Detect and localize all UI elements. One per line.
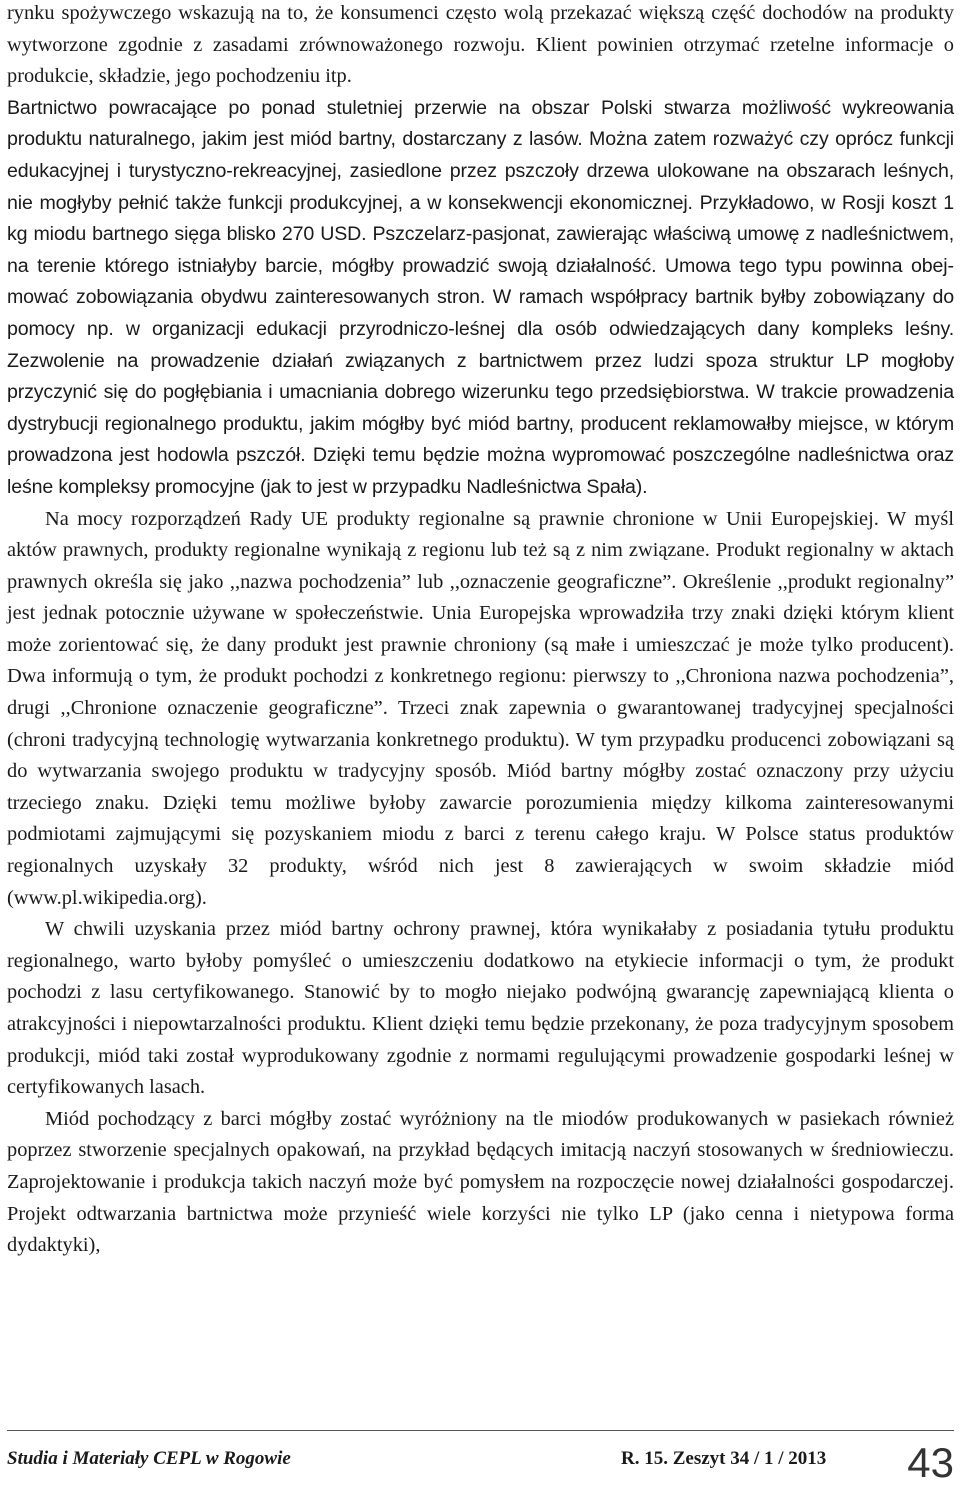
paragraph-regional-products: Na mocy rozporządzeń Rady UE produkty regionalne są prawnie chronione w Unii Europejskiej. W myśl aktów prawnych, produkty regionalne wynikają z regionu lub też są z nim związane. Produkt regionalny w aktach prawnych określa się jako ,,nazwa pochodzenia” lub ,,oznaczenie geograficzne”. Określenie ,,produkt regionalny” jest jednak potocznie używane w społeczeństwie. Unia Europejska wprowadziła trzy znaki dzięki którym klient może zorientować się, że dany produkt jest prawnie chroniony (są małe i umieszczać je może tylko producent). Dwa informują o tym, że produkt pochodzi z konkretnego regionu: pierwszy to ,,Chroniona nazwa pochodzenia”, drugi ,,Chronione oznaczenie geograficzne”. Trzeci znak zapewnia o gwarantowanej tradycyjnej specjalności (chroni tradycyjną technologię wytwarzania konkretnego produktu). W tym przypadku producenci zobowiązani są do wytwarzania swojego produktu w tradycyjny sposób. Miód bartny mógłby zostać oznaczony przy użyciu trzeciego znaku. Dzięki temu możliwe byłoby zawarcie porozumienia między kilkoma zainteresowanymi podmiotami zajmującymi się pozyskaniem miodu z barci z terenu całego kraju. W Polsce status produktów regionalnych uzyskały 32 produkty, wśród nich jest 8 zawierających w swoim składzie miód (www.pl.wikipedia.org). [7,507,954,909]
paragraph-consumers: rynku spożywczego wskazują na to, że konsumenci często wolą przekazać większą część dochodów na produkty wytworzone zgodnie z zasadami zrównoważonego rozwoju. Klient powinien otrzymać rzetelne informacje o produkcie, składzie, jego pochodzeniu itp. [7,2,954,88]
footer-issue: R. 15. Zeszyt 34 / 1 / 2013 [621,1448,827,1469]
page-body [7,0,954,1262]
paragraph-legal-protection: W chwili uzyskania przez miód bartny ochrony prawnej, która wynikałaby z posiadania tytułu produktu regionalnego, warto byłoby pomyśleć o umieszczeniu dodatkowo na etykiecie informacji o tym, że produkt pochodzi z lasu certyfikowanego. Stanowić by to mogło niejako podwójną gwarancję zapewniającą klienta o atrakcyjności i niepowtarzalności produktu. Klient dzięki temu będzie przekonany, że poza tradycyjnym sposobem produkcji, miód taki został wyprodukowany zgodnie z normami regulującymi prowadzenie gospodarki leśnej w certyfikowanych lasach. [7,918,954,1099]
paragraph-packaging: Miód pochodzący z barci mógłby zostać wyróżniony na tle miodów produkowanych w pasiekach również poprzez stworzenie specjalnych opakowań, na przykład będących imitacją naczyń stosowanych w średniowieczu. Zaprojektowanie i produkcja takich naczyń może być pomysłem na rozpoczęcie nowej działalności gospodarczej. Projekt odtwarzania bartnictwa może przynieść wiele korzyści nie tylko LP (jako cenna i nietypowa forma dydaktyki), [7,1107,954,1257]
footer-journal-title: Studia i Materiały CEPL w Rogowie [7,1448,291,1469]
paragraph-beekeeping: Bartnictwo powracające po ponad stuletniej przerwie na obszar Polski stwarza możliwość wykreowania produktu naturalnego, jakim jest miód bartny, dostarczany z lasów. Można zatem rozważyć czy oprócz funkcji edukacyjnej i turystyczno-rekreacyjnej, zasiedlone przez pszczoły drzewa ulokowane na obszarach leśnych, nie mogłyby pełnić także funkcji produkcyjnej, a w konsekwencji ekonomicznej. Przykładowo, w Rosji koszt 1 kg miodu bartnego sięga blisko 270 USD. Pszczelarz-pasjonat, zawierając właściwą umowę z nadleśnictwem, na terenie którego istniałyby barcie, mógłby prowadzić swoją działalność. Umowa tego typu powinna obejmować zobowiązania obydwu zainteresowanych stron. W ramach współpracy bartnik byłby zobowiązany do pomocy np. w organizacji edukacji przyrodniczo-leśnej dla osób odwiedzających dany kompleks leśny. Zezwolenie na prowadzenie działań związanych z bartnictwem przez ludzi spoza struktur LP mogłoby przyczynić się do pogłębiania i umacniania dobrego wizerunku tego przedsiębiorstwa. W trakcie prowadzenia dystrybucji regionalnego produktu, jakim mógłby być miód bartny, producent reklamowałby miejsce, w którym prowadzona jest hodowla pszczół. Dzięki temu będzie można wypromować poszczególne nadleśnictwa oraz leśne kompleksy promocyjne (jak to jest w przypadku Nadleśnictwa Spała). [7,96,954,498]
footer-divider [7,1430,954,1431]
page-number: 43 [907,1439,954,1486]
